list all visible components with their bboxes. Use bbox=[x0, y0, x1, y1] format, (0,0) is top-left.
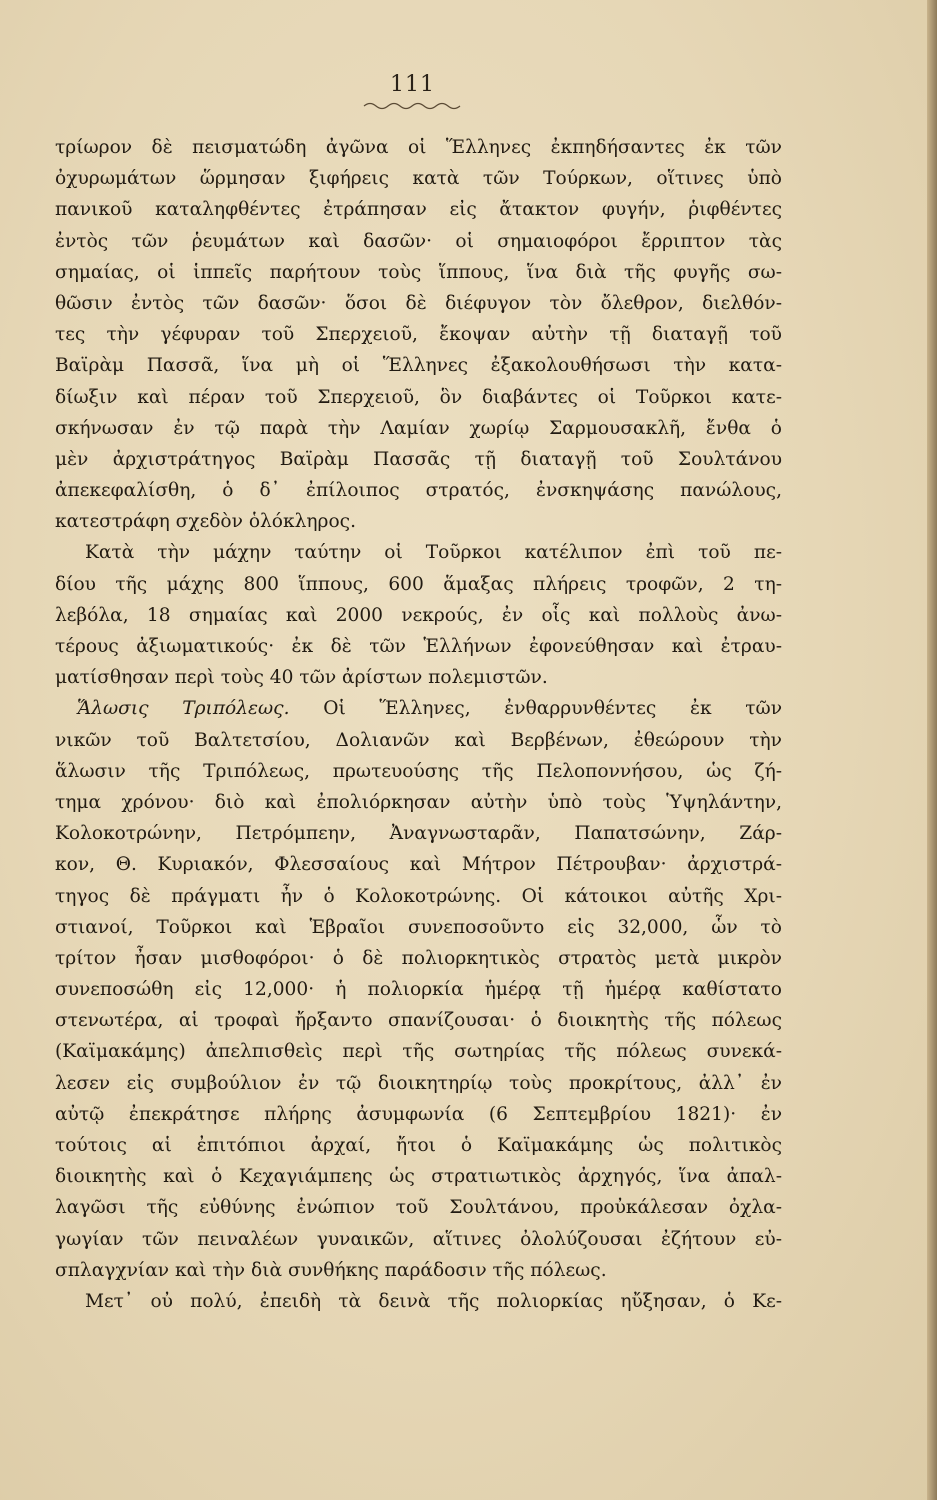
text-line: δίωξιν καὶ πέραν τοῦ Σπερχειοῦ, ὃν διαβάντες οἱ Τοῦρκοι κατε- bbox=[55, 386, 782, 408]
text-line: κον, Θ. Κυριακόν, Φλεσσαίους καὶ Μήτρον Πέτρουβαν· ἀρχιστρά- bbox=[55, 854, 782, 876]
text-line: τημα χρόνου· διὸ καὶ ἐπολιόρκησαν αὐτὴν ὑπὸ τοὺς Ὑψηλάντην, bbox=[55, 791, 782, 813]
text-line: ἐντὸς τῶν ῥευμάτων καὶ δασῶν· οἱ σημαιοφόροι ἔρριπτον τὰς bbox=[55, 230, 782, 252]
text-line: στιανοί, Τοῦρκοι καὶ Ἑβραῖοι συνεποσοῦντο εἰς 32,000, ὧν τὸ bbox=[55, 916, 782, 938]
text-line: (Καϊμακάμης) ἀπελπισθεὶς περὶ τῆς σωτηρίας τῆς πόλεως συνεκά- bbox=[55, 1041, 782, 1063]
text-line: σκήνωσαν ἐν τῷ παρὰ τὴν Λαμίαν χωρίῳ Σαρμουσακλῆ, ἔνθα ὁ bbox=[55, 417, 782, 439]
text-line: λεβόλα, 18 σημαίας καὶ 2000 νεκρούς, ἐν οἷς καὶ πολλοὺς ἀνω- bbox=[55, 604, 782, 626]
text-line: μὲν ἀρχιστράτηγος Βαϊρὰμ Πασσᾶς τῇ διαταγῇ τοῦ Σουλτάνου bbox=[55, 448, 782, 470]
text-line: Οἱ Ἕλληνες, ἐνθαρρυνθέντες ἐκ τῶν bbox=[323, 698, 782, 720]
text-line: τούτοις αἱ ἐπιτόπιοι ἀρχαί, ἤτοι ὁ Καϊμακάμης ὡς πολιτικὸς bbox=[55, 1135, 782, 1156]
text-line: στενωτέρα, αἱ τροφαὶ ἤρξαντο σπανίζουσαι· ὁ διοικητὴς τῆς πόλεως bbox=[55, 1010, 782, 1032]
text-line: Κολοκοτρώνην, Πετρόμπεην, Ἀναγνωσταρᾶν, Παπατσώνην, Ζάρ- bbox=[55, 823, 782, 845]
text-line: κατεστράφη σχεδὸν ὁλόκληρος. bbox=[55, 511, 356, 533]
page-number: 111 bbox=[390, 72, 435, 97]
text-line: τες τὴν γέφυραν τοῦ Σπερχειοῦ, ἔκοψαν αὐτὴν τῇ διαταγῇ τοῦ bbox=[55, 324, 782, 346]
text-line: ὀχυρωμάτων ὥρμησαν ξιφήρεις κατὰ τῶν Τούρκων, οἵτινες ὑπὸ bbox=[55, 168, 782, 190]
text-line: δίου τῆς μάχης 800 ἵππους, 600 ἅμαξας πλήρεις τροφῶν, 2 τη- bbox=[55, 573, 782, 595]
text-line: αὐτῷ ἐπεκράτησε πλήρης ἀσυμφωνία (6 Σεπτεμβρίου 1821)· ἐν bbox=[55, 1103, 782, 1125]
text-line: σημαίας, οἱ ἱππεῖς παρήτουν τοὺς ἵππους, ἵνα διὰ τῆς φυγῆς σω- bbox=[55, 261, 782, 283]
text-line: λεσεν εἰς συμβούλιον ἐν τῷ διοικητηρίῳ τοὺς προκρίτους, ἀλλ᾽ ἐν bbox=[55, 1072, 782, 1094]
text-line: λαγῶσι τῆς εὐθύνης ἐνώπιον τοῦ Σουλτάνου, προὐκάλεσαν ὀχλα- bbox=[55, 1197, 782, 1219]
text-line: διοικητὴς καὶ ὁ Κεχαγιάμπεης ὡς στρατιωτικὸς ἀρχηγός, ἵνα ἀπαλ- bbox=[55, 1166, 782, 1188]
text-line: νικῶν τοῦ Βαλτετσίου, Δολιανῶν καὶ Βερβένων, ἐθεώρουν τὴν bbox=[55, 729, 782, 751]
text-line: ἀπεκεφαλίσθη, ὁ δ᾽ ἐπίλοιπος στρατός, ἐνσκηψάσης πανώλους, bbox=[55, 480, 782, 502]
page-edge-shadow bbox=[927, 0, 937, 1500]
text-line: τρίωρον δὲ πεισματώδη ἀγῶνα οἱ Ἕλληνες ἐκπηδήσαντες ἐκ τῶν bbox=[55, 137, 782, 158]
text-line: θῶσιν ἐντὸς τῶν δασῶν· ὅσοι δὲ διέφυγον τὸν ὄλεθρον, διελθόν- bbox=[55, 292, 782, 314]
text-line: Κατὰ τὴν μάχην ταύτην οἱ Τοῦρκοι κατέλιπον ἐπὶ τοῦ πε- bbox=[85, 542, 782, 564]
text-line: γωγίαν τῶν πειναλέων γυναικῶν, αἵτινες ὀλολύζουσαι ἐζήτουν εὐ- bbox=[55, 1228, 782, 1250]
text-line: τηγος δὲ πράγματι ἦν ὁ Κολοκοτρώνης. Οἱ κάτοικοι αὐτῆς Χρι- bbox=[55, 885, 782, 907]
text-line: τρίτον ἦσαν μισθοφόροι· ὁ δὲ πολιορκητικὸς στρατὸς μετὰ μικρὸν bbox=[55, 947, 782, 969]
text-line: ματίσθησαν περὶ τοὺς 40 τῶν ἀρίστων πολεμιστῶν. bbox=[55, 667, 548, 689]
text-line: τέρους ἀξιωματικούς· ἐκ δὲ τῶν Ἑλλήνων ἐφονεύθησαν καὶ ἐτραυ- bbox=[55, 636, 782, 657]
text-line: Μετ᾽ οὐ πολύ, ἐπειδὴ τὰ δεινὰ τῆς πολιορκίας ηὔξησαν, ὁ Κε- bbox=[85, 1290, 782, 1312]
wavy-ornament-icon bbox=[362, 100, 462, 110]
text-line: Βαϊρὰμ Πασσᾶ, ἵνα μὴ οἱ Ἕλληνες ἐξακολουθήσωσι τὴν κατα- bbox=[55, 355, 782, 377]
section-heading: Ἅλωσις Τριπόλεως. bbox=[77, 698, 290, 720]
text-line: ἅλωσιν τῆς Τριπόλεως, πρωτευούσης τῆς Πελοποννήσου, ὡς ζή- bbox=[55, 760, 782, 782]
body-text bbox=[55, 132, 782, 1317]
text-line: σπλαγχνίαν καὶ τὴν διὰ συνθήκης παράδοσιν τῆς πόλεως. bbox=[55, 1259, 607, 1281]
text-line: συνεποσώθη εἰς 12,000· ἡ πολιορκία ἡμέρᾳ τῇ ἡμέρᾳ καθίστατο bbox=[55, 979, 782, 1001]
text-line: πανικοῦ καταληφθέντες ἐτράπησαν εἰς ἄτακτον φυγήν, ῥιφθέντες bbox=[55, 199, 782, 221]
section-heading-line bbox=[55, 693, 782, 724]
